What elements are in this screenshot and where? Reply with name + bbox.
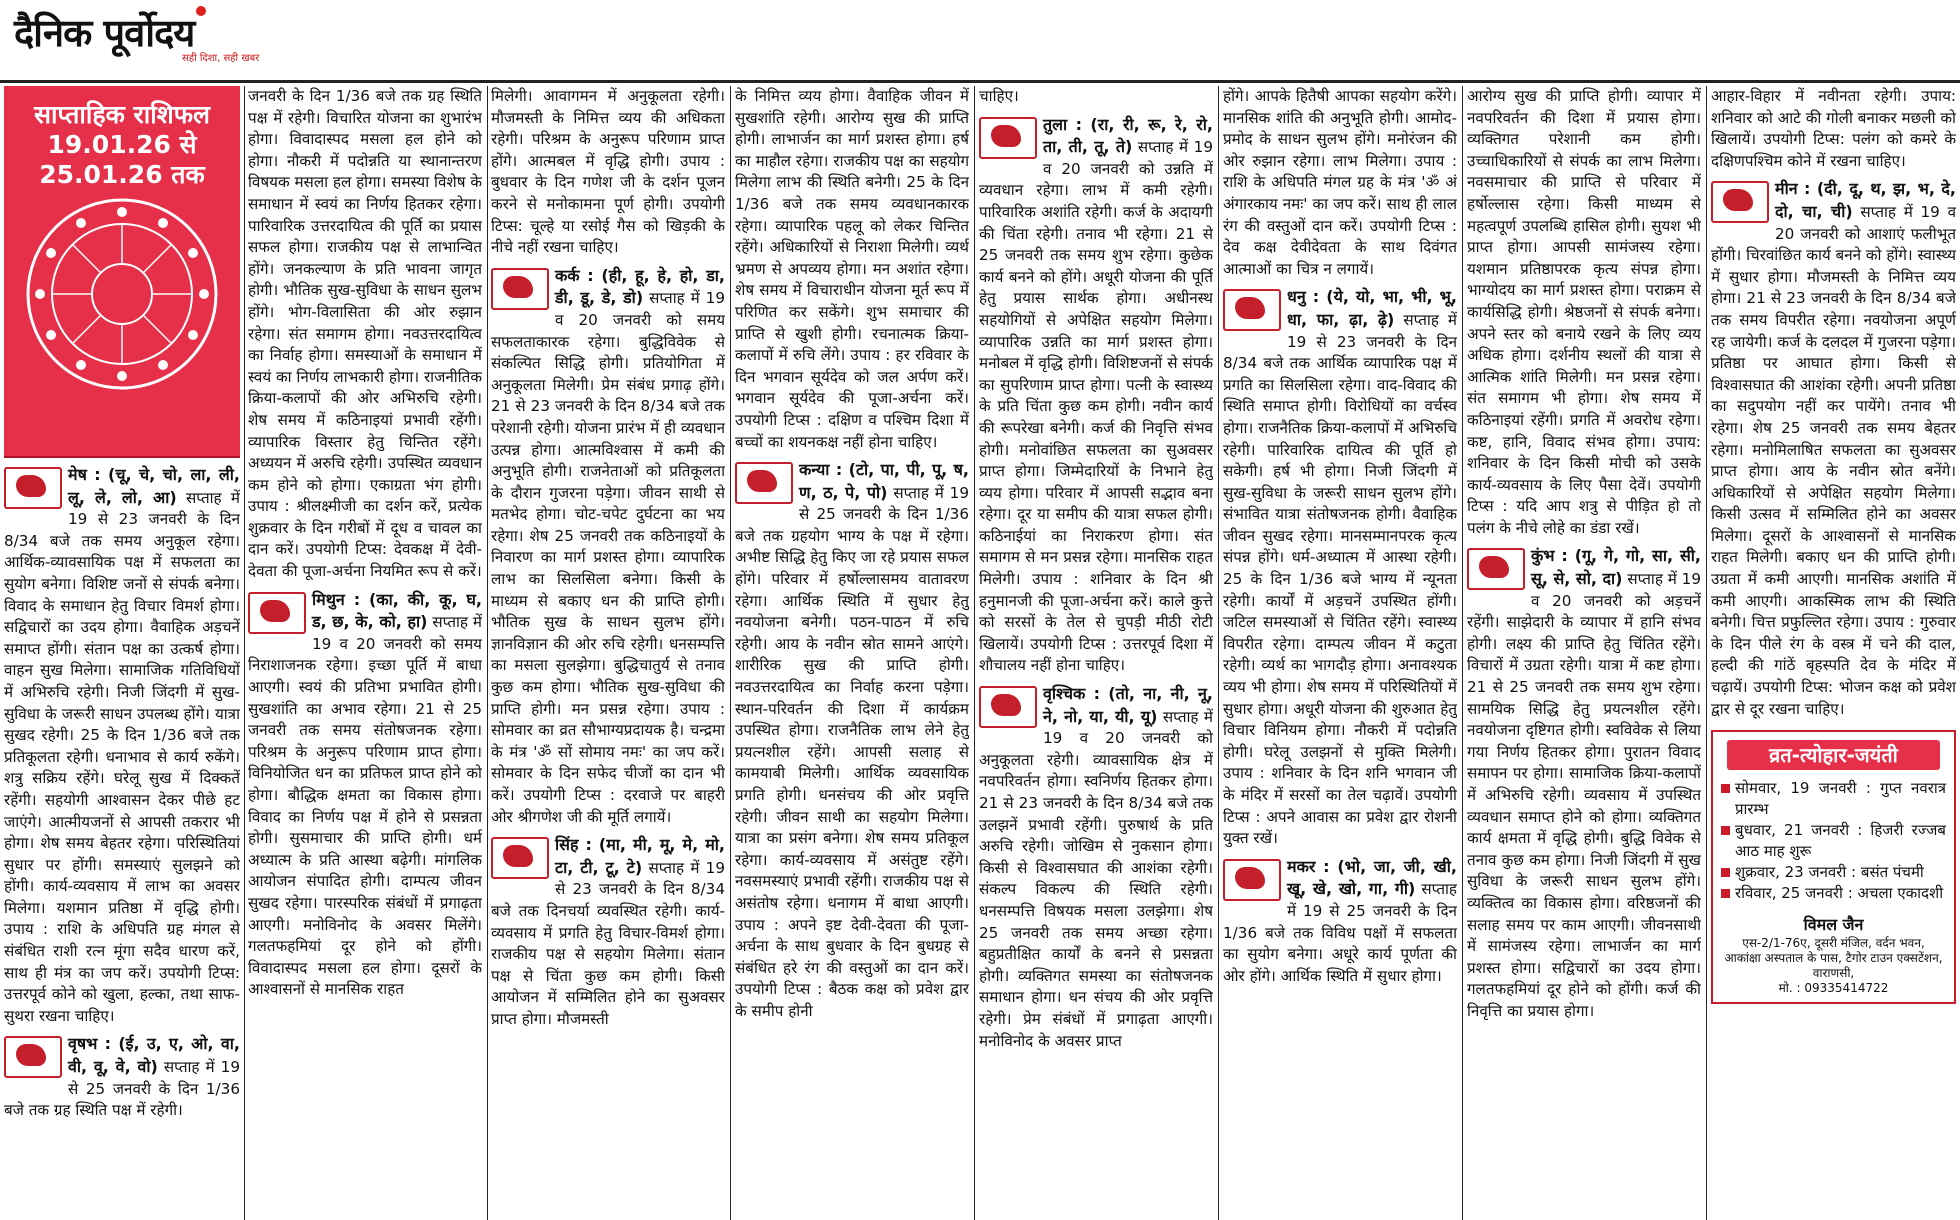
zodiac-symbol-icon (4, 467, 62, 509)
sign-heading: धनु : (ये, यो, भा, भी, भू, धा, फा, ढ़ा, ढ़े) (1287, 287, 1457, 329)
article-paragraph: जनवरी के दिन 1/36 बजे तक ग्रह स्थिति पक्ष में रहेगी। विचारित योजना का शुभारंभ होगा। विवादास्पद मसला हल होने को होगा। नौकरी में पदोन्नति या स्थानान्तरण विषयक मसला हल होगा। समस्या विशेष के समाधान में स्वयं का निर्णय हितकर रहेगा। पारिवारिक उत्तरदायित्व की पूर्ति का प्रयास सफल होगा। राजकीय पक्ष से लाभान्वित होंगे। जनकल्याण के प्रति भावना जागृत होगी। भौतिक सुख-सुविधा के साधन सुलभ होंगे। भोग-विलासिता की ओर रुझान रहेगा। संत समागम होगा। नवउत्तरदायित्व का निर्वाह होगा। समस्याओं के समाधान में स्वयं का निर्णय लाभकारी होगा। राजनीतिक क्रिया-कलापों की ओर अभिरुचि रहेगी। शेष समय में कठिनाइयां प्रभावी रहेंगी। व्यापारिक विस्तार हेतु चिन्तित रहेंगे। अध्ययन में अरुचि रहेगी। उपस्थित व्यवधान कम होने को होगा। एकाग्रता भंग होगी। उपाय : श्रीलक्ष्मीजी का दर्शन करें, प्रत्येक शुक्रवार के दिन गरीबों में दूध व चावल का दान करें। उपयोगी टिप्स: देवकक्ष में देवी-देवता की पूजा-अर्चना नियमित रूप से करें। (248, 87, 482, 581)
column-8 (1711, 86, 1956, 1220)
zodiac-symbol-icon (1223, 859, 1281, 901)
zodiac-symbol-icon (491, 268, 549, 310)
sign-heading: मेष : (चू, चे, चो, ला, ली, लू, ले, लो, आ) (68, 465, 240, 507)
column-1 (4, 86, 240, 1220)
sign-text: सप्ताह में 19 से 25 जनवरी के दिन 1/36 बजे तक ग्रह स्थिति पक्ष में रहेगी। (4, 1058, 240, 1120)
column-5-blocks (979, 86, 1213, 1052)
sign-heading: मीन : (दी, दू, थ, झ, भ, दे, दो, चा, ची) (1775, 179, 1956, 221)
column-7 (1467, 86, 1701, 1220)
column-divider (1218, 86, 1219, 1220)
sign-text: सप्ताह में 19 से 23 जनवरी के दिन 8/34 बजे तक आर्थिक व्यापारिक पक्ष में प्रगति का सिलसिला रहेगा। वाद-विवाद की स्थिति समाप्त होगी। विरोधियों का वर्चस्व होगा। राजनैतिक क्रिया-कलापों में अभिरुचि रहेगी। पारिवारिक दायित्व की पूर्ति हो सकेगी। हर्ष भी होगा। निजी जिंदगी में सुख-सुविधा के जरूरी साधन सुलभ होंगे। संभावित यात्रा संतोषजनक होगी। वैवाहिक जीवन सुखद रहेगा। मानसम्मानपरक कृत्य संपन्न होंगे। धर्म-अध्यात्म में आस्था रहेगी। 25 के दिन 1/36 बजे भाग्य में न्यूनता रहेगी। कार्यों में अड़चनें उपस्थित होंगी। जटिल समस्याओं से चिंतित रहेंगे। स्वास्थ्य विपरीत रहेगा। दाम्पत्य जीवन में कटुता रहेगी। व्यर्थ का भागदौड़ होगा। अनावश्यक व्यय भी होगा। शेष समय में परिस्थितियों में सुधार होगा। अधूरी योजना की शुरुआत हेतु विचार विनियम होगा। नौकरी में पदोन्नति होगी। घरेलू उलझनों से मुक्ति मिलेगी। उपाय : शनिवार के दिन शनि भगवान जी के मंदिर में सरसों का तेल चढ़ावें। उपयोगी टिप्स : अपने आवास का प्रवेश द्वार रोशनी युक्त रखें। (1223, 310, 1457, 848)
zodiac-symbol-icon (979, 686, 1037, 728)
author-phone: मो. : 09335414722 (1778, 981, 1889, 996)
panel-title-line3: 25.01.26 तक (39, 160, 205, 189)
column-divider (974, 86, 975, 1220)
horoscope-sign-block (1467, 545, 1701, 1022)
festival-item: शुक्रवार, 23 जनवरी : बसंत पंचमी (1713, 862, 1954, 883)
horoscope-sign-block (1223, 286, 1457, 849)
column-divider (1462, 86, 1463, 1220)
column-8-blocks (1711, 86, 1956, 720)
author-block (1713, 914, 1954, 1002)
horoscope-sign-block (1223, 856, 1457, 988)
zodiac-symbol-icon (4, 1036, 62, 1078)
author-address: एस-2/1-76ए, दूसरी मंजिल, वर्दन भवन, आकांक्षा अस्पताल के पास, टैगोर टाउन एक्सटेंशन, वाराणसी, (1724, 936, 1943, 981)
horoscope-sign-block (491, 834, 725, 1030)
horoscope-title-panel (4, 86, 240, 458)
zodiac-symbol-icon (248, 592, 306, 634)
sign-text: सप्ताह में 19 व 20 जनवरी को समय सफलताकारक रहेगा। बुद्धिविवेक से संकल्पित सिद्धि होगी। प्रतियोगिता में अनुकूलता मिलेगी। प्रेम संबंध प्रगाढ़ होंगे। 21 से 23 जनवरी के दिन 8/34 बजे तक परेशानी रहेगी। योजना प्रारंभ में ही व्यवधान उत्पन्न होगा। आत्मविश्वास में कमी की अनुभूति होगी। राजनेताओं को प्रतिकूलता के दौरान गुजरना पड़ेगा। जीवन साथी से मतभेद होगा। चोट-चपेट दुर्घटना का भय रहेगा। शेष 25 जनवरी तक कठिनाइयों के निवारण का मार्ग प्रशस्त होगा। व्यापारिक लाभ का सिलसिला बनेगा। किसी के माध्यम से बकाए धन की प्राप्ति होगी। भौतिक सुख के साधन सुलभ होंगे। ज्ञानविज्ञान की ओर रुचि रहेगी। धनसम्पत्ति का मसला सुलझेगा। बुद्धिचातुर्य से तनाव कुछ कम होगा। भौतिक सुख-सुविधा की प्राप्ति होगी। मन प्रसन्न रहेगा। उपाय : सोमवार का व्रत सौभाग्यप्रदायक है। चन्द्रमा के मंत्र 'ॐ सों सोमाय नमः' का जप करें। सोमवार के दिन सफेद चीजों का दान भी करें। उपयोगी टिप्स : दरवाजे पर बाहरी ओर श्रीगणेश जी की मूर्ति लगायें। (491, 289, 725, 826)
festival-item: रविवार, 25 जनवरी : अचला एकादशी (1713, 883, 1954, 904)
column-7-blocks (1467, 86, 1701, 1023)
sign-text: सप्ताह में 19 व 20 जनवरी को अनुकूलता रहेगी। व्यावसायिक क्षेत्र में नवपरिवर्तन होगा। स्वनिर्णय हितकर होगा। 21 से 23 जनवरी के दिन 8/34 बजे तक उलझनें प्रभावी रहेंगी। पुरुषार्थ के प्रति अरुचि रहेगी। जोखिम से नुकसान होगा। किसी से विश्वासघात की आशंका रहेगी। संकल्प विकल्प की स्थिति रहेगी। धनसम्पत्ति विषयक मसला उलझेगा। शेष 25 जनवरी तक समय अच्छा रहेगा। बहुप्रतीक्षित कार्यों के बनने से प्रसन्नता होगी। व्यक्तिगत समस्या का संतोषजनक समाधान होगा। धन संचय की ओर प्रवृत्ति रहेगी। प्रेम संबंधों में प्रगाढ़ता आएगी। मनोविनोद के अवसर प्राप्त (979, 707, 1213, 1050)
panel-title-line2: 19.01.26 से (47, 130, 197, 159)
zodiac-symbol-icon (735, 462, 793, 504)
column-6 (1223, 86, 1457, 1220)
column-4 (735, 86, 969, 1220)
festival-list (1713, 778, 1954, 904)
horoscope-sign-block (491, 265, 725, 828)
author-name: विमल जैन (1803, 915, 1864, 935)
festival-box (1711, 730, 1956, 1004)
sign-text: सप्ताह में 19 व 20 जनवरी को अड़चनें रहेंगी। साझेदारी के व्यापार में हानि संभव होगी। लक्ष्य की प्राप्ति हेतु चिंतित रहेंगे। विचारों में उग्रता रहेगी। यात्रा में कष्ट होगा। 21 से 25 जनवरी तक समय शुभ रहेगा। सामयिक सिद्धि हेतु प्रयत्नशील रहेंगे। नवयोजना दृष्टिगत होगी। स्वविवेक से लिया गया निर्णय हितकर होगा। पुरातन विवाद समापन पर होगा। सामाजिक क्रिया-कलापों में अभिरुचि रहेगी। व्यवसाय में उपस्थित व्यवधान समाप्त होने को होगा। व्यक्तिगत कार्य क्षमता में वृद्धि होगी। बुद्धि विवेक से तनाव कुछ कम होगा। निजी जिंदगी में सुख सुविधा के जरूरी साधन सुलभ होंगे। व्यक्तित्व का विकास होगा। वरिष्ठजनों की सलाह समय पर काम आएगी। जीवनसाथी में सामंजस्य रहेगा। लाभार्जन का मार्ग प्रशस्त होगा। सद्विचारों का उदय होगा। गलतफहमियां दूर होने को होंगी। कर्ज की निवृत्ति का प्रयास होगा। (1467, 570, 1701, 1020)
zodiac-symbol-icon (1223, 289, 1281, 331)
sign-text: सप्ताह में 19 से 23 जनवरी के दिन 8/34 बजे तक दिनचर्या व्यवस्थित रहेगी। कार्य-व्यवसाय में प्रगति हेतु विचार-विमर्श होगा। राजकीय पक्ष से सहयोग मिलेगा। संतान पक्ष से चिंता कुछ कम होगी। किसी आयोजन में सम्मिलित होने का सुअवसर प्राप्त होगा। मौजमस्ती (491, 858, 725, 1028)
sign-text: सप्ताह में 19 व 20 जनवरी को आशाएं फलीभूत होंगी। चिरवांछित कार्य बनने को होंगे। स्वास्थ्य में सुधार होगा। मौजमस्ती के निमित्त व्यय होगा। 21 से 23 जनवरी के दिन 8/34 बजे तक समय विपरीत रहेगा। नवयोजना अपूर्ण रह जायेगी। कर्ज के दलदल में गुजरना पड़ेगा। प्रतिष्ठा पर आघात होगा। किसी से विश्वासघात की आशंका रहेगी। अपनी प्रतिष्ठा का सदुपयोग नहीं कर पायेंगे। तनाव भी रहेगा। शेष 25 जनवरी तक समय बेहतर रहेगा। मनोमिलाषित सफलता का सुअवसर प्राप्त होगा। आय के नवीन स्रोत बनेंगे। अधिकारियों से अपेक्षित सहयोग मिलेगा। किसी उत्सव में सम्मिलित होने का अवसर मिलेगा। दूसरों के आश्वासनों से मानसिक राहत मिलेगी। बकाए धन की प्राप्ति होगी। उग्रता में कमी आएगी। मानसिक अशांति में कमी आएगी। आकस्मिक लाभ की स्थिति बनेगी। चित्त प्रफुल्लित रहेगा। उपाय : गुरुवार के दिन पीले रंग के वस्त्र में चने की दाल, हल्दी की गांठें बृहस्पति देव के मंदिर में चढ़ायें। उपयोगी टिप्स: भोजन कक्ष को प्रवेश द्वार से दूर रखना चाहिए। (1711, 202, 1956, 718)
festival-item: सोमवार, 19 जनवरी : गुप्त नवरात्र प्रारम्भ (1713, 778, 1954, 820)
article-paragraph: आरोग्य सुख की प्राप्ति होगी। व्यापार में नवपरिवर्तन की दिशा में प्रयास होगा। व्यक्तिगत परेशानी कम होगी। उच्चाधिकारियों से संपर्क का लाभ मिलेगा। नवसमाचार की प्राप्ति से परिवार में हर्षोल्लास रहेगा। किसी माध्यम से महत्वपूर्ण उपलब्धि हासिल होगी। सुयश भी प्राप्त होगा। आपसी सामंजस्य रहेगा। यशमान प्रतिष्ठापरक कृत्य संपन्न होगा। भाग्योदय का मार्ग प्रशस्त होगा। पराक्रम से कार्यसिद्धि होगी। श्रेष्ठजनों से संपर्क बनेगा। अपने स्तर को बनाये रखने के लिए व्यय अधिक होगा। दर्शनीय स्थलों की यात्रा से आत्मिक शांति मिलेगी। मन प्रसन्न रहेगा। संत समागम भी होगा। शेष समय में कठिनाइयां रहेंगी। प्रगति में अवरोध रहेगा। कष्ट, हानि, विवाद संभव होगा। उपाय: शनिवार के दिन किसी मोची को उसके कार्य-व्यवसाय के लिए पैसा देवें। उपयोगी टिप्स : यदि आप शत्रु से पीड़ित हो तो पलंग के नीचे लोहे का डंडा रखें। (1467, 87, 1701, 537)
article-paragraph: आहार-विहार में नवीनता रहेगी। उपाय: शनिवार को आटे की गोली बनाकर मछली को खिलायें। उपयोगी टिप्स: पलंग को कमरे के दक्षिणपश्चिम कोने में रखना चाहिए। (1711, 87, 1956, 170)
article-paragraph: के निमित्त व्यय होगा। वैवाहिक जीवन में सुखशांति रहेगी। आरोग्य सुख की प्राप्ति होगी। लाभार्जन का मार्ग प्रशस्त होगा। हर्ष का माहौल रहेगा। राजकीय पक्ष का सहयोग मिलेगा लाभ की स्थिति बनेगी। 25 के दिन 1/36 बजे तक समय व्यवधानकारक रहेगा। व्यापारिक पहलू को लेकर चिन्तित रहेंगे। अधिकारियों से निराशा मिलेगी। व्यर्थ भ्रमण से अपव्यय होगा। मन अशांत रहेगा। शेष समय में विचाराधीन योजना मूर्त रूप में परिणित कर सकेंगे। शुभ समाचार की प्राप्ति से खुशी होगी। रचनात्मक क्रिया-कलापों में रुचि लेंगे। उपाय : हर रविवार के दिन भगवान सूर्यदेव को जल अर्पण करें। भगवान सूर्यदेव की पूजा-अर्चना करें। उपयोगी टिप्स : दक्षिण व पश्चिम दिशा में बच्चों का शयनकक्ष नहीं होना चाहिए। (735, 87, 969, 451)
column-3-blocks (491, 86, 725, 1031)
zodiac-symbol-icon (979, 117, 1037, 159)
column-2-blocks (248, 86, 482, 1001)
sign-text: सप्ताह में 19 व 20 जनवरी को उन्नति में व्यवधान रहेगा। लाभ में कमी रहेगी। पारिवारिक अशांति रहेगी। कर्ज के अदायगी की चिंता रहेगी। तनाव भी रहेगा। 21 से 25 जनवरी तक समय शुभ रहेगा। कुछेक कार्य बनने को होंगे। अधूरी योजना की पूर्ति हेतु प्रयास सार्थक होगा। अधीनस्थ सहयोगियों से अपेक्षित सहयोग मिलेगा। व्यापारिक उन्नति का मार्ग प्रशस्त होगा। मनोबल में वृद्धि होगी। विशिष्टजनों से संपर्क का सुपरिणाम प्राप्त होगा। पत्नी के स्वास्थ्य के प्रति चिंता कुछ कम होगी। नवीन कार्य की रूपरेखा बनेगी। कर्ज की निवृत्ति संभव होगी। मनोवांछित सफलता का सुअवसर प्राप्त होगा। जिम्मेदारियों के निभाने हेतु व्यय होगा। परिवार में आपसी सद्भाव बना रहेगा। दूर या समीप की यात्रा सफल होगी। कठिनाईयां का निराकरण होगा। संत समागम से मन प्रसन्न रहेगा। मानसिक राहत मिलेगी। उपाय : शनिवार के दिन श्री हनुमानजी की पूजा-अर्चना करें। काले कुत्ते को सरसों के तेल से चुपड़ी मीठी रोटी खिलायें। उपयोगी टिप्स : उत्तरपूर्व दिशा में शौचालय नहीं होना चाहिए। (979, 138, 1213, 675)
horoscope-sign-block (1711, 178, 1956, 720)
horoscope-sign-block (248, 589, 482, 1001)
horoscope-sign-block (4, 464, 240, 1027)
sign-heading: वृषभ : (ई, उ, ए, ओ, वा, वी, वू, वे, वो) (68, 1034, 240, 1077)
newspaper-logo (14, 6, 206, 58)
column-3 (491, 86, 725, 1220)
column-6-blocks (1223, 86, 1457, 987)
logo-dot-icon (196, 6, 206, 16)
column-divider (730, 86, 731, 1220)
sign-heading: मिथुन : (का, की, कू, घ, ड, छ, के, को, हा) (312, 589, 482, 632)
column-divider (244, 86, 245, 1220)
column-2 (248, 86, 482, 1220)
horoscope-sign-block (979, 114, 1213, 677)
masthead (0, 0, 1960, 83)
logo-text: दैनिक पूर्वोदय (14, 10, 195, 55)
zodiac-wheel-icon (24, 196, 220, 392)
column-5 (979, 86, 1213, 1220)
article-paragraph: मिलेगी। आवागमन में अनुकूलता रहेगी। मौजमस्ती के निमित्त व्यय की अधिकता रहेगी। परिश्रम के अनुरूप परिणाम प्राप्त होंगे। आत्मबल में वृद्धि होगी। उपाय : बुधवार के दिन गणेश जी के दर्शन पूजन करने से मनोकामना पूर्ण होगी। उपयोगी टिप्स: चूल्हे या रसोई गैस को खिड़की के नीचे नहीं रखना चाहिए। (491, 87, 725, 257)
column-divider (1706, 86, 1707, 1220)
sign-text: सप्ताह में 19 से 25 जनवरी के दिन 1/36 बजे तक ग्रहयोग भाग्य के पक्ष में रहेगा। अभीष्ट सिद्धि हेतु किए जा रहे प्रयास सफल होंगे। परिवार में हर्षोल्लासमय वातावरण रहेगा। आर्थिक स्थिति में सुधार हेतु नवयोजना बनेगी। पठन-पाठन में रुचि रहेगी। आय के नवीन स्रोत सामने आएंगे। शारीरिक सुख की प्राप्ति होगी। नवउत्तरदायित्व का निर्वाह करना पड़ेगा। स्थान-परिवर्तन की दिशा में कार्यक्रम उपस्थित होगा। राजनैतिक लाभ लेने हेतु प्रयत्नशील रहेंगे। आपसी सलाह से कामयाबी मिलेगी। आर्थिक व्यवसायिक प्रगति होगी। धनसंचय की ओर प्रवृत्ति रहेगी। जीवन साथी का सहयोग मिलेगा। यात्रा का प्रसंग बनेगा। शेष समय प्रतिकूल रहेगा। कार्य-व्यवसाय में असंतुष्ट रहेंगे। नवसमस्याएं प्रभावी रहेंगी। राजकीय पक्ष से असंतोष रहेगा। धनागम में बाधा आएगी। उपाय : अपने इष्ट देवी-देवता की पूजा-अर्चना के साथ बुधवार के दिन बुधग्रह से संबंधित हरे रंग की वस्तुओं का दान करें। उपयोगी टिप्स : बैठक कक्ष को प्रवेश द्वार के समीप होनी (735, 483, 969, 1020)
sign-heading: तुला : (रा, री, रू, रे, रो, ता, ती, तू, ते) (1043, 114, 1213, 157)
logo-tagline: सही दिशा, सही खबर (182, 53, 260, 64)
sign-heading: कन्या : (टो, पा, पी, पू, ष, ण, ठ, पे, पो) (799, 460, 969, 502)
horoscope-sign-block (735, 459, 969, 1022)
horoscope-sign-block (979, 683, 1213, 1052)
sign-text: सप्ताह में 19 व 20 जनवरी को समय निराशाजनक रहेगा। इच्छा पूर्ति में बाधा आएगी। स्वयं की प्रतिभा प्रभावित होगी। सुखशांति का अभाव रहेगा। 21 से 25 जनवरी तक समय संतोषजनक रहेगा। परिश्रम के अनुरूप परिणाम प्राप्त होगा। विनियोजित धन का प्रतिफल प्राप्त होने को होगा। बौद्धिक क्षमता का विकास होगा। विवाद का निर्णय पक्ष में होने से प्रसन्नता होगी। सुसमाचार की प्राप्ति होगी। धर्म अध्यात्म के प्रति आस्था बढ़ेगी। मांगलिक आयोजन संपादित होगी। दाम्पत्य जीवन सुखद रहेगा। पारस्परिक संबंधों में प्रगाढ़ता आएगी। मनोविनोद के अवसर मिलेंगे। गलतफहमियां दूर होने को होंगी। विवादास्पद मसला हल होगा। दूसरों के आश्वासनों से मानसिक राहत (248, 613, 482, 999)
article-paragraph: होंगे। आपके हितैषी आपका सहयोग करेंगे। मानसिक शांति की अनुभूति होगी। आमोद-प्रमोद के साधन सुलभ होंगे। मनोरंजन की ओर रुझान रहेगा। लाभ मिलेगा। उपाय : राशि के अधिपति मंगल ग्रह के मंत्र 'ॐ अं अंगारकाय नमः' का जप करें। साथ ही लाल रंग की वस्तुओं दान करें। उपयोगी टिप्स : देव कक्ष देवीदेवता के साथ दिवंगत आत्माओं का चित्र न लगायें। (1223, 87, 1457, 278)
article-paragraph: चाहिए। (979, 87, 1019, 105)
sign-heading: वृश्चिक : (तो, ना, नी, नू, ने, नो, या, यी, यू) (1043, 684, 1213, 726)
festival-title: व्रत-त्योहार-जयंती (1727, 740, 1940, 770)
horoscope-sign-block (4, 1033, 240, 1121)
sign-heading: मकर : (भो, जा, जी, खी, खू, खे, खो, गा, गी) (1287, 856, 1457, 899)
sign-heading: सिंह : (मा, मी, मू, मे, मो, टा, टी, टू, टे) (555, 835, 725, 877)
column-divider (487, 86, 488, 1220)
article-columns (0, 86, 1960, 1220)
sign-heading: कर्क : (ही, हू, हे, हो, डा, डी, डू, डे, डो) (555, 265, 725, 308)
sign-heading: कुंभ : (गू, गे, गो, सा, सी, सू, से, सो, दा) (1531, 546, 1701, 589)
panel-title (4, 86, 240, 190)
sign-text: सप्ताह में 19 से 25 जनवरी के दिन 1/36 बजे तक विविध पक्षों में सफलता का सुयोग बनेगा। अधूरे कार्य पूर्णता की ओर होंगे। आर्थिक स्थिति में सुधार होगा। (1223, 880, 1457, 985)
zodiac-symbol-icon (1467, 548, 1525, 590)
sign-text: सप्ताह में 19 से 23 जनवरी के दिन 8/34 बजे तक समय अनुकूल रहेगा। आर्थिक-व्यावसायिक पक्ष में सफलता का सुयोग बनेगा। विशिष्ट जनों से संपर्क बनेगा। विवाद के समाधान हेतु विचार विमर्श होगा। सद्विचारों का उदय होगा। वैवाहिक अड़चनें समाप्त होंगी। संतान पक्ष का उत्कर्ष होगा। वाहन सुख मिलेगा। सामाजिक गतिविधियों में अभिरुचि रहेगी। निजी जिंदगी में सुख-सुविधा के जरूरी साधन उपलब्ध होंगे। यात्रा सुखद रहेगी। 25 के दिन 1/36 बजे तक प्रतिकूलता रहेगी। धनाभाव से कार्य रुकेंगे। शत्रु सक्रिय रहेंगे। घरेलू सुख में दिक्कतें रहेंगी। सहयोगी आश्वासन देकर पीछे हट जाएंगे। आत्मीयजनों से आपसी तकरार भी होगा। शेष समय बेहतर रहेगा। परिस्थितियां सुधार पर होंगी। समस्याएं सुलझने को होंगी। कार्य-व्यवसाय में लाभ का अवसर मिलेगा। यशमान प्रतिष्ठा में वृद्धि होगी। उपाय : राशि के अधिपति ग्रह मंगल से संबंधित राशी रत्न मूंगा सदैव धारण करें, साथ ही मंत्र का जप करें। उपयोगी टिप्स: उत्तरपूर्व कोने को खुला, हल्का, तथा साफ-सुथरा रखना चाहिए। (4, 488, 240, 1025)
festival-item: बुधवार, 21 जनवरी : हिजरी रज्जब आठ माह शुरू (1713, 820, 1954, 862)
zodiac-symbol-icon (491, 837, 549, 879)
zodiac-symbol-icon (1711, 181, 1769, 223)
panel-title-line1: साप्ताहिक राशिफल (34, 100, 210, 129)
column-4-blocks (735, 86, 969, 1023)
column-1-blocks (4, 464, 240, 1122)
